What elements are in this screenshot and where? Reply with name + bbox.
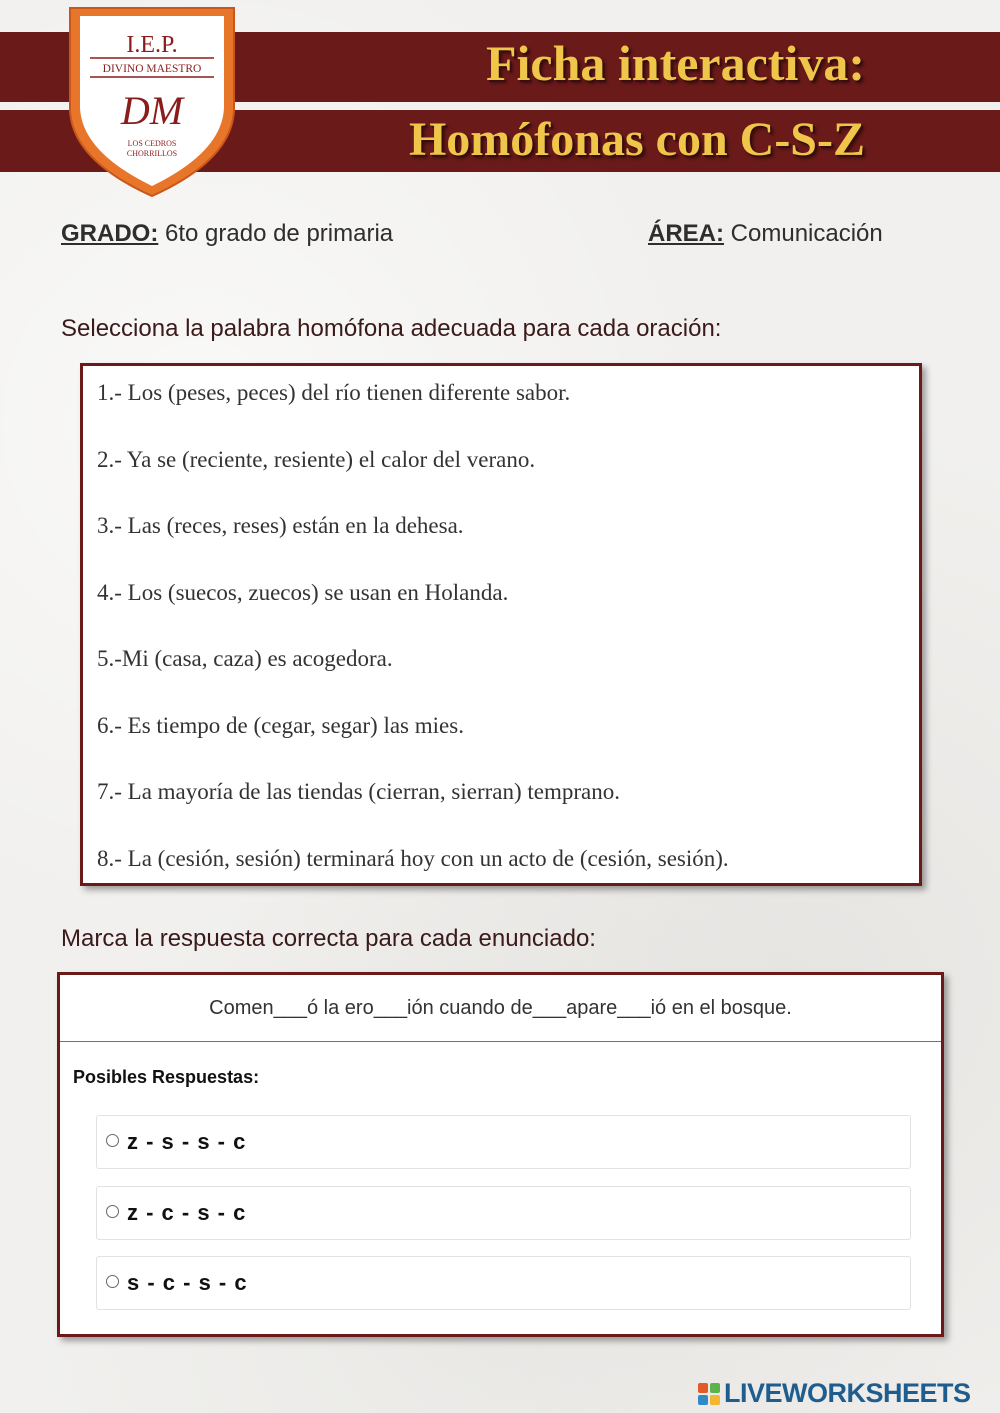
quiz-box	[57, 972, 944, 1337]
liveworksheets-logo-icon	[698, 1383, 720, 1405]
grade-value: 6to grado de primaria	[165, 220, 394, 247]
area-info	[648, 220, 883, 248]
answer-option-label: z - c - s - c	[127, 1200, 247, 1225]
divider	[60, 1041, 941, 1042]
crest-school-name: DIVINO MAESTRO	[102, 63, 202, 75]
sentence-2[interactable]: 2.- Ya se (reciente, resiente) el calor del verano.	[97, 447, 536, 472]
grade-info	[61, 220, 393, 248]
page-title: Ficha interactiva:	[485, 35, 865, 91]
grade-label: GRADO:	[61, 220, 159, 247]
answer-option-label: s - c - s - c	[127, 1270, 248, 1295]
sentence-7[interactable]: 7.- La mayoría de las tiendas (cierran, sierran) temprano.	[97, 779, 621, 804]
section2-instruction: Marca la respuesta correcta para cada enunciado:	[61, 925, 596, 952]
crest-school-label: I.E.P.	[126, 32, 178, 58]
answer-option-2[interactable]	[96, 1186, 911, 1240]
radio-button[interactable]	[106, 1134, 119, 1147]
answer-option-3[interactable]	[96, 1256, 911, 1310]
possible-answers-label: Posibles Respuestas:	[73, 1067, 260, 1087]
liveworksheets-wordmark: LIVEWORKSHEETS	[724, 1378, 971, 1408]
sentence-3[interactable]: 3.- Las (reces, reses) están en la dehesa.	[97, 513, 464, 538]
sentence-6[interactable]: 6.- Es tiempo de (cegar, segar) las mies.	[97, 713, 464, 738]
sentence-1[interactable]: 1.- Los (peses, peces) del río tienen diferente sabor.	[97, 380, 571, 405]
answer-option-label: z - s - s - c	[127, 1129, 247, 1154]
answer-option-1[interactable]	[96, 1115, 911, 1169]
area-value: Comunicación	[730, 220, 883, 247]
sentence-5[interactable]: 5.-Mi (casa, caza) es acogedora.	[97, 646, 393, 671]
page-subtitle: Homófonas con C-S-Z	[408, 113, 865, 166]
crest-location-2: CHORRILLOS	[126, 149, 178, 158]
sentences-box	[80, 363, 922, 886]
radio-button[interactable]	[106, 1275, 119, 1288]
crest-monogram: DM	[120, 88, 184, 133]
area-label: ÁREA:	[648, 220, 724, 247]
radio-button[interactable]	[106, 1205, 119, 1218]
sentence-4[interactable]: 4.- Los (suecos, zuecos) se usan en Holanda.	[97, 580, 509, 605]
school-crest-logo	[66, 0, 238, 198]
quiz-prompt: Comen___ó la ero___ión cuando de___apare___ió en el bosque.	[209, 997, 792, 1019]
crest-location-1: LOS CEDROS	[127, 139, 177, 148]
sentence-8[interactable]: 8.- La (cesión, sesión) terminará hoy con un acto de (cesión, sesión).	[97, 846, 729, 871]
section1-instruction: Selecciona la palabra homófona adecuada para cada oración:	[61, 315, 722, 342]
